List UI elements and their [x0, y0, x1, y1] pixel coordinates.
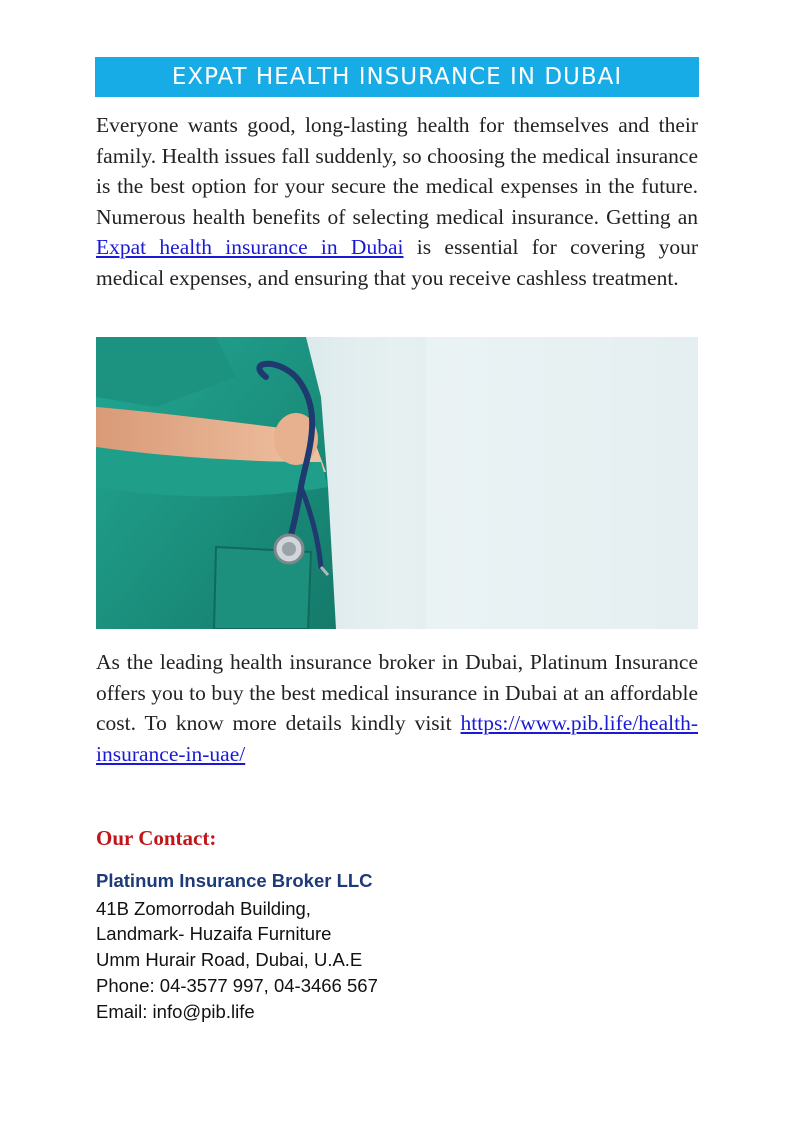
address-line-2: Landmark- Huzaifa Furniture: [96, 923, 332, 944]
address-line-1: 41B Zomorrodah Building,: [96, 898, 311, 919]
intro-text-after: is essential for covering your medical expenses, and ensuring that you receive cashless treatment.: [96, 235, 698, 290]
contact-heading: Our Contact:: [96, 826, 217, 850]
intro-paragraph: [96, 110, 698, 293]
body-text: As the leading health insurance broker in Dubai, Platinum Insurance offers you to buy the best medical insurance in Dubai at an affordable cost. To know more details kindly visit: [96, 650, 698, 735]
title-banner: [95, 57, 699, 97]
address-line-3: Umm Hurair Road, Dubai, U.A.E: [96, 949, 363, 970]
company-name: Platinum Insurance Broker LLC: [96, 870, 373, 891]
page-title: EXPAT HEALTH INSURANCE IN DUBAI: [171, 64, 623, 90]
health-insurance-url-link[interactable]: https://www.pib.life/health-insurance-in-uae/: [96, 711, 698, 766]
phone-numbers: Phone: 04-3577 997, 04-3466 567: [96, 975, 378, 996]
intro-text-before: Everyone wants good, long-lasting health for themselves and their family. Health issues fall suddenly, so choosing the medical insurance is the best option for your secure the medical expenses in the future. Numerous health benefits of selecting medical insurance. Getting an: [96, 113, 698, 229]
body-paragraph: [96, 647, 698, 769]
expat-insurance-link[interactable]: Expat health insurance in Dubai: [96, 235, 404, 259]
doctor-stethoscope-photo: [96, 337, 698, 629]
email-address: Email: info@pib.life: [96, 1001, 255, 1022]
